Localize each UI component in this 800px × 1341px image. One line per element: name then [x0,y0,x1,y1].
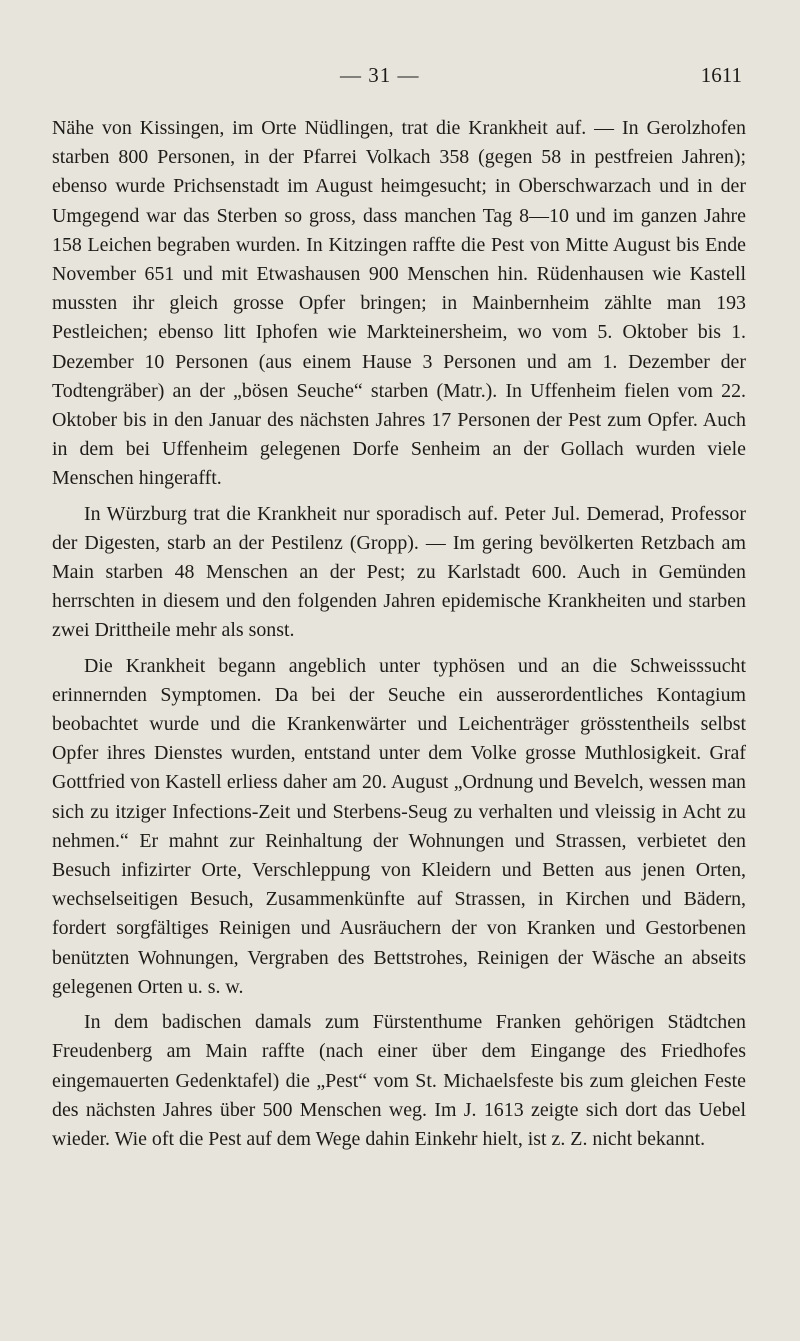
header-year: 1611 [700,63,742,87]
page-header [0,63,800,93]
paragraph-3: Die Krankheit begann angeblich unter typhösen und an die Schweisssucht erinnernden Symptomen. Da bei der Seuche ein ausserordentliches Kontagium beobachtet wurde und die Krankenwärter und Leichenträger grösstentheils selbst Opfer ihres Dienstes wurden, entstand unter dem Volke grosse Muthlosigkeit. Graf Gottfried von Kastell erliess daher am 20. August „Ordnung und Bevelch, wessen man sich zu itziger Infections-Zeit und Sterbens-Seug zu verhalten und vleissig in Acht zu nehmen.“ Er mahnt zur Reinhaltung der Wohnungen und Strassen, verbietet den Besuch infizirter Orte, Verschleppung von Kleidern und Betten aus jenen Orten, wechselseitigen Besuch, Zusammenkünfte auf Strassen, in Kirchen und Bädern, fordert sorgfältiges Reinigen und Ausräuchern der von Kranken und Gestorbenen benützten Wohnungen, Vergraben des Bettstrohes, Reinigen der Wäsche an abseits gelegenen Orten u. s. w. [52,654,746,998]
body-text [52,114,746,1154]
paragraph-2: In Würzburg trat die Krankheit nur sporadisch auf. Peter Jul. Demerad, Professor der Digesten, starb an der Pestilenz (Gropp). — Im gering bevölkerten Retzbach am Main starben 48 Menschen an der Pest; zu Karlstadt 600. Auch in Gemünden herrschten in diesem und den folgenden Jahren epidemische Krankheiten und starben zwei Drittheile mehr als sonst. [52,502,746,642]
page-number: — 31 — [340,63,420,87]
paragraph-1: Nähe von Kissingen, im Orte Nüdlingen, trat die Krankheit auf. — In Gerolzhofen starben 800 Personen, in der Pfarrei Volkach 358 (gegen 58 in pestfreien Jahren); ebenso wurde Prichsenstadt im August heimgesucht; in Oberschwarzach und in der Umgegend war das Sterben so gross, dass manchen Tag 8—10 und im ganzen Jahre 158 Leichen begraben wurden. In Kitzingen raffte die Pest von Mitte August bis Ende November 651 und mit Etwashausen 900 Menschen hin. Rüdenhausen wie Kastell mussten ihr gleich grosse Opfer bringen; in Mainbernheim zählte man 193 Pestleichen; ebenso litt Iphofen wie Markteinersheim, wo vom 5. Oktober bis 1. Dezember 10 Personen (aus einem Hause 3 Personen und am 1. Dezember der Todtengräber) an der „bösen Seuche“ starben (Matr.). In Uffenheim fielen vom 22. Oktober bis in den Januar des nächsten Jahres 17 Personen der Pest zum Opfer. Auch in dem bei Uffenheim gelegenen Dorfe Senheim an der Gollach wurden viele Menschen hingerafft. [52,117,746,490]
paragraph-4: In dem badischen damals zum Fürstenthume Franken gehörigen Städtchen Freudenberg am Main raffte (nach einer über dem Eingange des Friedhofes eingemauerten Gedenktafel) die „Pest“ vom St. Michaelsfeste bis zum gleichen Feste des nächsten Jahres über 500 Menschen weg. Im J. 1613 zeigte sich dort das Uebel wieder. Wie oft die Pest auf dem Wege dahin Einkehr hielt, ist z. Z. nicht bekannt. [52,1011,746,1150]
